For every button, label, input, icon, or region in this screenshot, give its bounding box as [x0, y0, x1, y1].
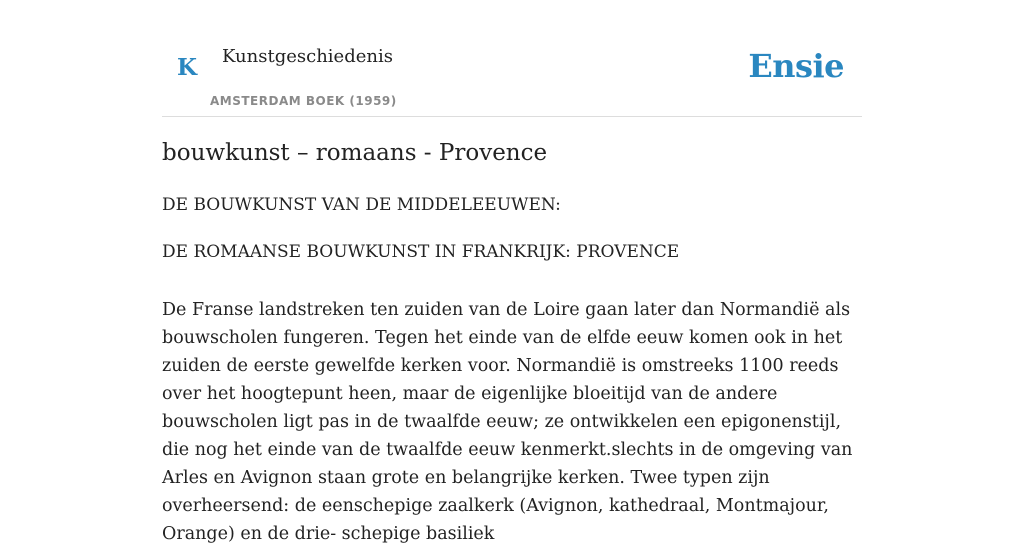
book-subtitle: AMSTERDAM BOEK (1959) [210, 94, 397, 108]
subheading-middeleeuwen: DE BOUWKUNST VAN DE MIDDELEEUWEN: [162, 195, 561, 215]
subheading-provence: DE ROMAANSE BOUWKUNST IN FRANKRIJK: PROVENCE [162, 242, 680, 262]
ensie-logo[interactable]: Ensie [748, 47, 844, 85]
header [162, 0, 862, 117]
article-title: bouwkunst – romaans - Provence [162, 140, 548, 166]
book-logo[interactable]: K [177, 54, 197, 81]
book-title[interactable]: Kunstgeschiedenis [222, 46, 393, 67]
article-paragraph: De Franse landstreken ten zuiden van de Loire gaan later dan Normandië als bouwscholen fungeren. Tegen het einde van de elfde eeuw komen ook in het zuiden de eerste gewelfde kerken voor. Normandië is omstreeks 1100 reeds over het hoogtepunt heen, maar de eigenlijke bloeitijd van de andere bouwscholen ligt pas in de twaalfde eeuw; ze ontwikkelen een epigonenstijl, die nog het einde van de twaalfde eeuw kenmerkt.slechts in de omgeving van Arles en Avignon staan grote en belangrijke kerken. Twee typen zijn overheersend: de eenschepige zaalkerk (Avignon, kathedraal, Montmajour, Orange) en de drie- schepige basiliek [162, 300, 853, 544]
page [162, 0, 862, 544]
